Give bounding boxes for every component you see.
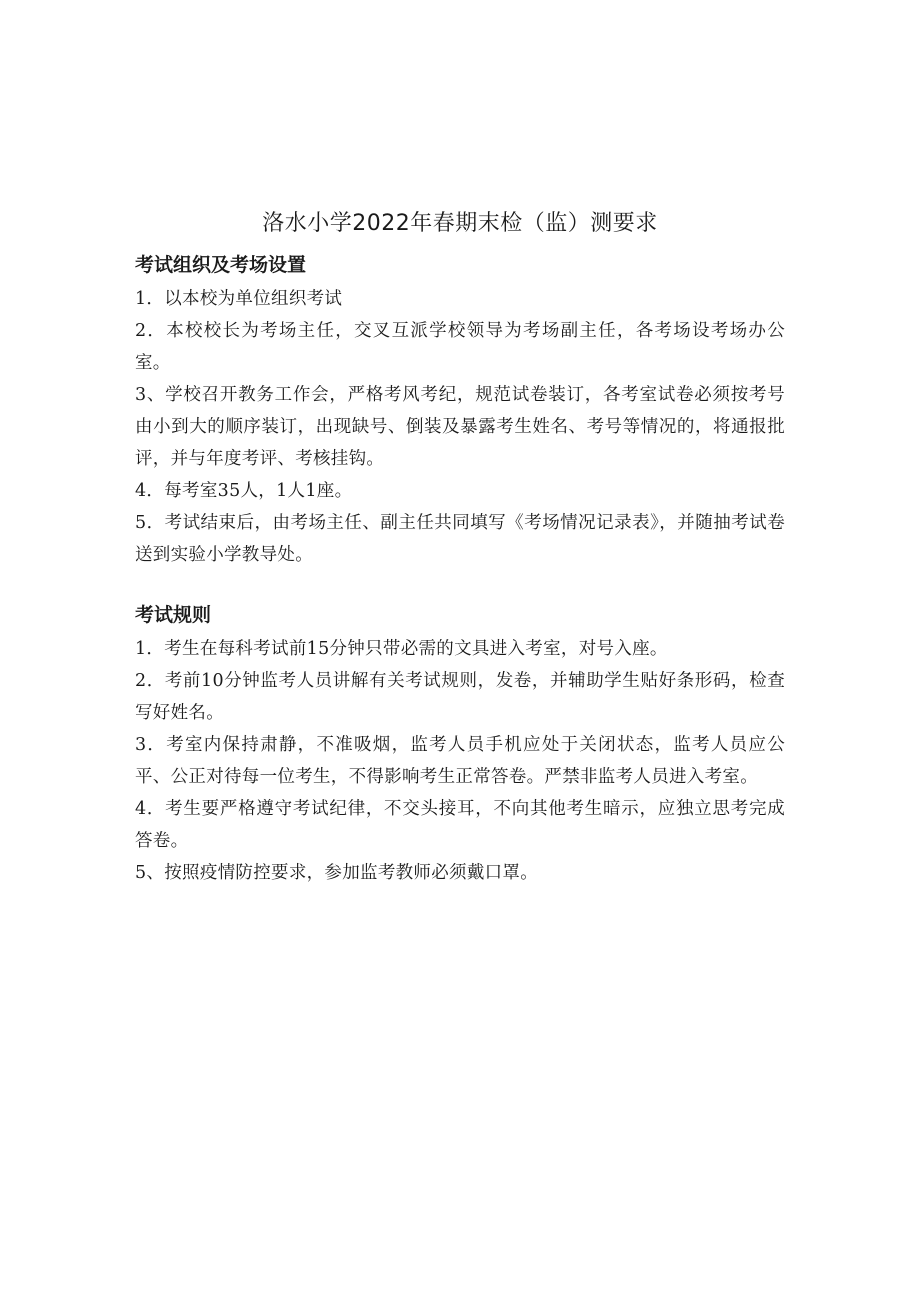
paragraph: 2．本校校长为考场主任，交叉互派学校领导为考场副主任，各考场设考场办公室。 [135, 321, 785, 373]
section-exam-rules [135, 601, 785, 889]
paragraph: 2．考前10分钟监考人员讲解有关考试规则，发卷，并辅助学生贴好条形码，检查写好姓名。 [135, 671, 785, 723]
document-title: 洛水小学2022年春期末检（监）测要求 [262, 211, 658, 236]
paragraph: 3．考室内保持肃静，不准吸烟，监考人员手机应处于关闭状态，监考人员应公平、公正对待每一位考生，不得影响考生正常答卷。严禁非监考人员进入考室。 [135, 735, 785, 787]
paragraph: 3、学校召开教务工作会，严格考风考纪，规范试卷装订，各考室试卷必须按考号由小到大的顺序装订，出现缺号、倒装及暴露考生姓名、考号等情况的，将通报批评，并与年度考评、考核挂钩。 [135, 385, 785, 469]
paragraph: 5．考试结束后，由考场主任、副主任共同填写《考场情况记录表》，并随抽考试卷送到实验小学教导处。 [135, 513, 785, 565]
section-heading: 考试组织及考场设置 [135, 254, 307, 276]
paragraph: 4．每考室35人，1人1座。 [135, 481, 353, 501]
paragraph: 1．考生在每科考试前15分钟只带必需的文具进入考室，对号入座。 [135, 639, 668, 659]
section-heading: 考试规则 [135, 604, 212, 626]
paragraph: 1．以本校为单位组织考试 [135, 289, 343, 309]
paragraph: 4．考生要严格遵守考试纪律，不交头接耳，不向其他考生暗示，应独立思考完成答卷。 [135, 799, 785, 851]
document-body [135, 207, 785, 919]
section-exam-organization [135, 251, 785, 571]
paragraph: 5、按照疫情防控要求，参加监考教师必须戴口罩。 [135, 863, 539, 883]
